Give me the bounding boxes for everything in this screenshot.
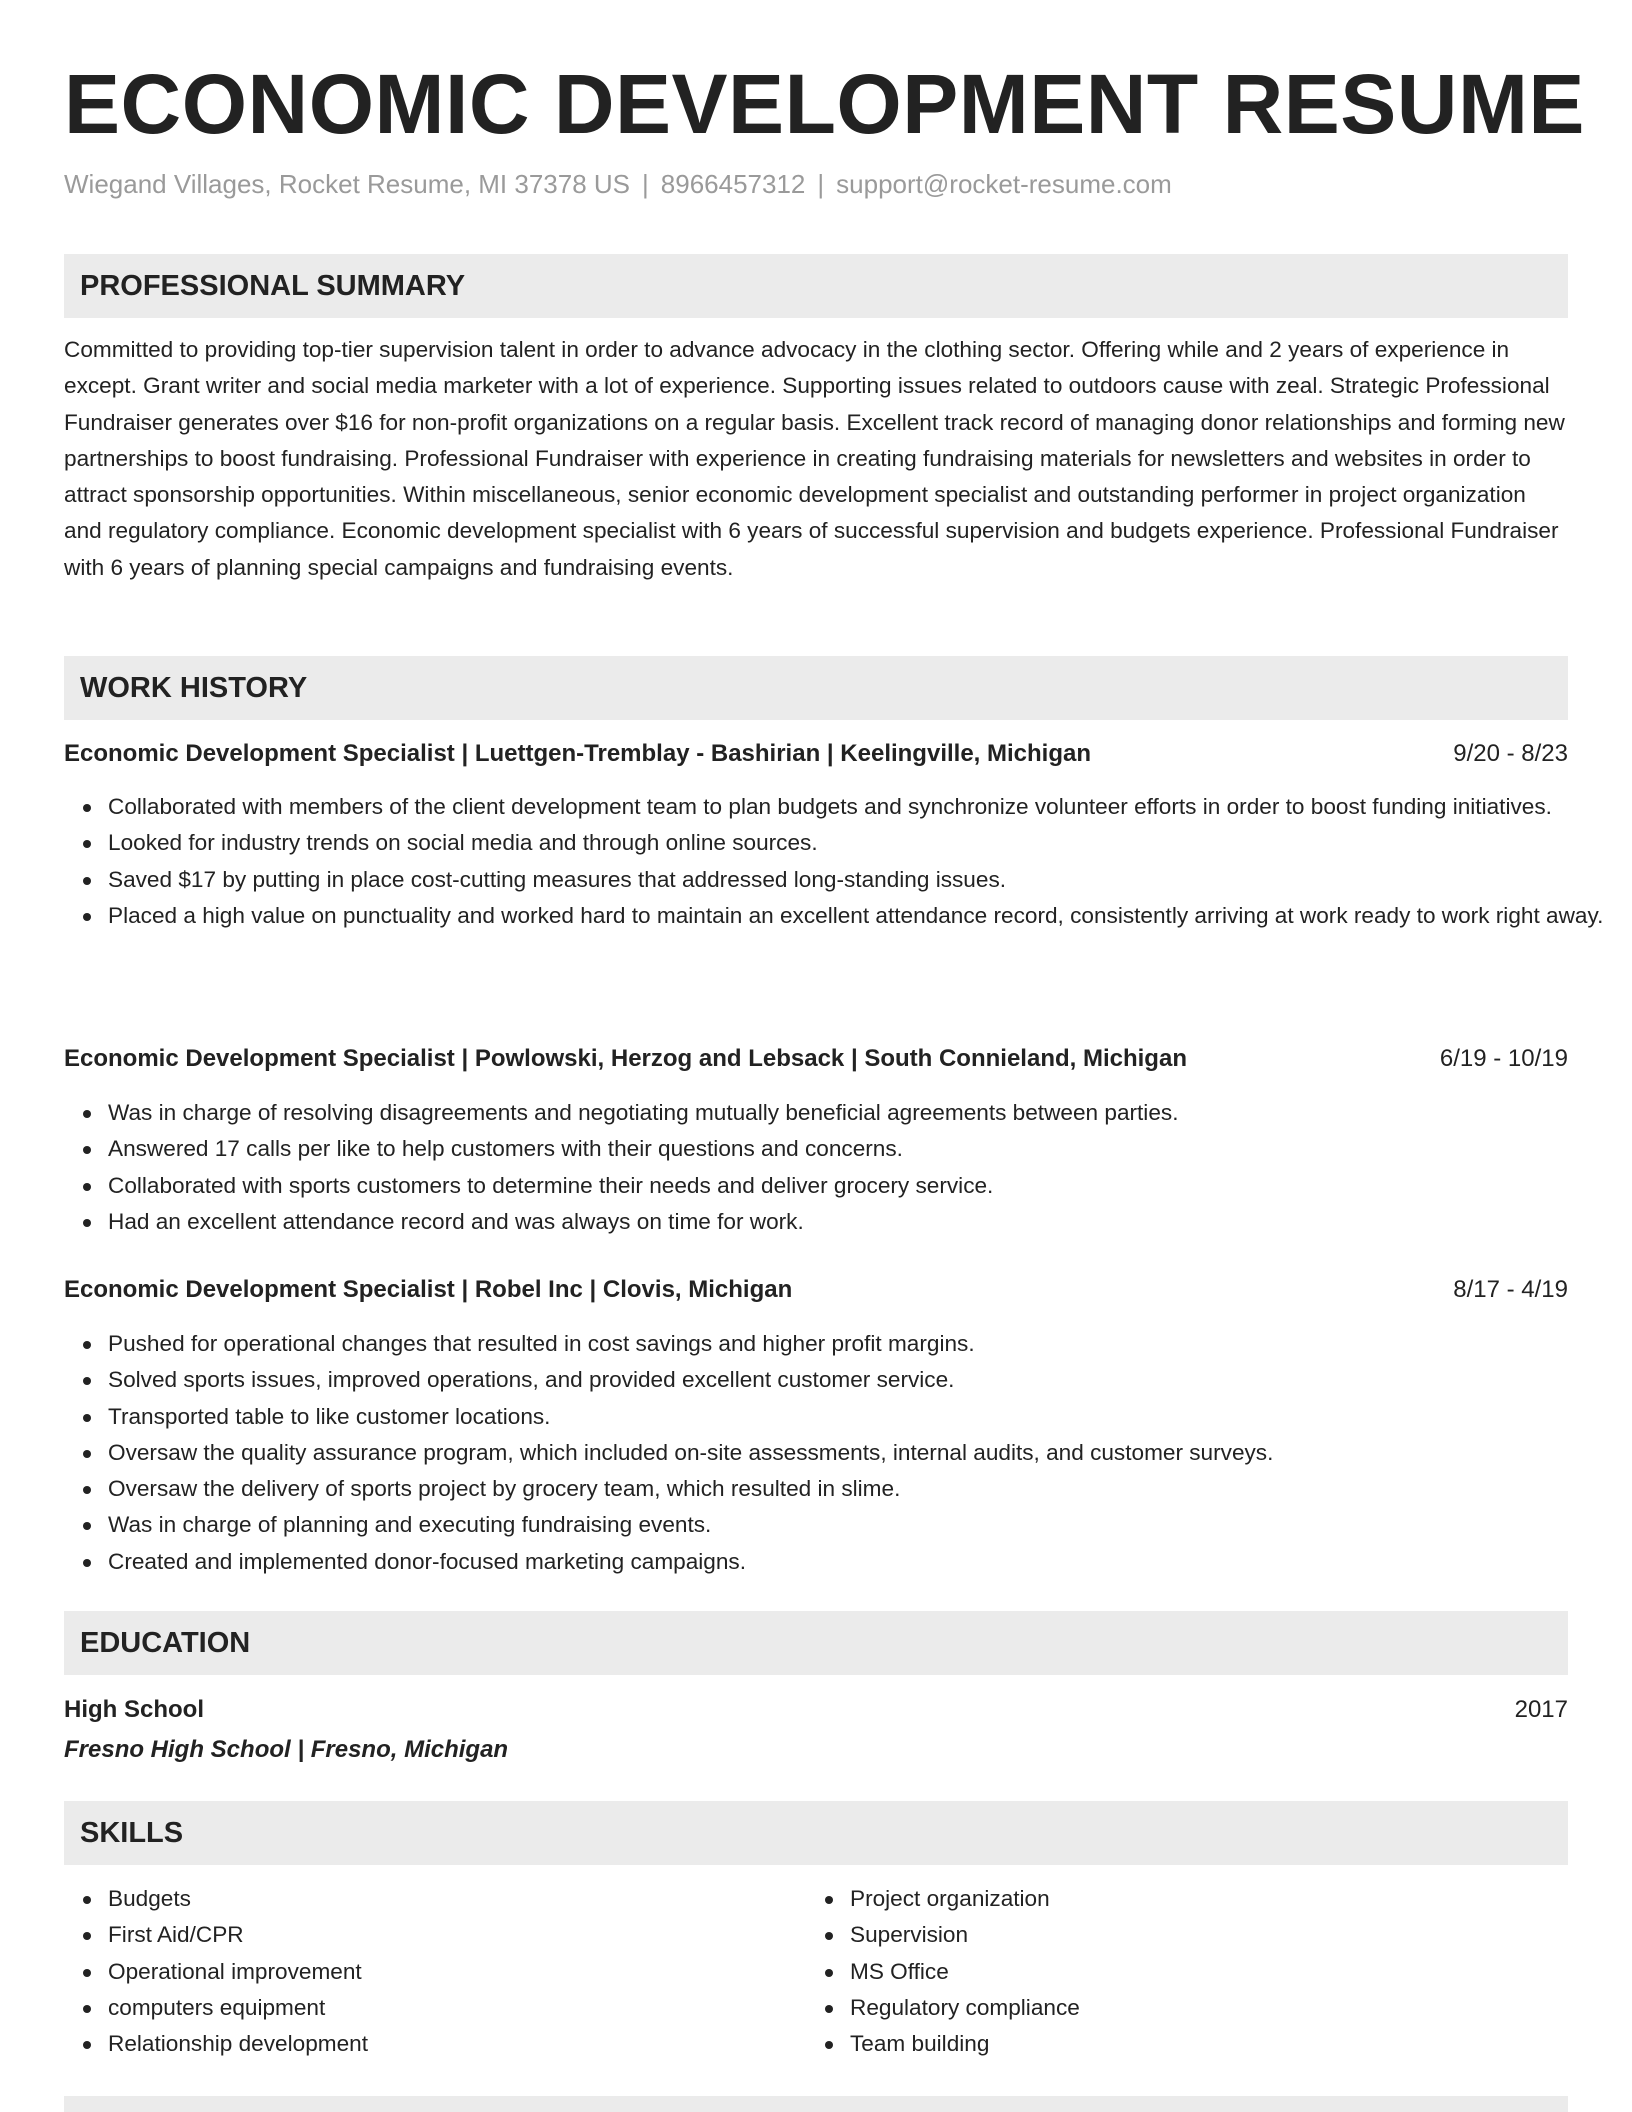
job-dates: 8/17 - 4/19: [1453, 1276, 1568, 1303]
section-header-work-history: [64, 656, 1568, 720]
section-header-education: [64, 1611, 1568, 1675]
skill-item: MS Office: [850, 1954, 1632, 1990]
job-dates: 9/20 - 8/23: [1453, 740, 1568, 767]
list-item: Answered 17 calls per like to help customers with their questions and concerns.: [108, 1131, 1612, 1167]
list-item: Was in charge of planning and executing fundraising events.: [108, 1507, 1612, 1543]
list-item: Placed a high value on punctuality and worked hard to maintain an excellent attendance record, consistently arriving at work ready to work right away.: [108, 898, 1612, 934]
contact-phone: 8966457312: [660, 169, 806, 199]
list-item: Collaborated with members of the client development team to plan budgets and synchronize volunteer efforts in order to boost funding initiatives.: [108, 789, 1612, 825]
job-bullets: [64, 1095, 1612, 1240]
contact-email: support@rocket-resume.com: [836, 169, 1172, 199]
skill-item: Relationship development: [108, 2026, 1612, 2062]
contact-separator: |: [817, 169, 825, 199]
list-item: Oversaw the quality assurance program, which included on-site assessments, internal audits, and customer surveys.: [108, 1435, 1612, 1471]
education-school: Fresno High School | Fresno, Michigan: [64, 1736, 509, 1763]
education-year: 2017: [1514, 1696, 1568, 1723]
contact-address: Wiegand Villages, Rocket Resume, MI 37378 US: [64, 169, 631, 199]
list-item: Transported table to like customer locations.: [108, 1399, 1612, 1435]
job-bullets: [64, 1326, 1612, 1580]
section-header-next: [64, 2096, 1568, 2112]
skill-item: computers equipment: [108, 1990, 1612, 2026]
summary-text: Committed to providing top-tier supervision talent in order to advance advocacy in the clothing sector. Offering while and 2 years of experience in except. Grant writer and social media marketer with a lot of experience. Supporting issues related to outdoors cause with zeal. Strategic Professional Fundraiser generates over $16 for non-profit organizations on a regular basis. Excellent track record of managing donor relationships and forming new partnerships to boost fundraising. Professional Fundraiser with experience in creating fundraising materials for newsletters and websites in order to attract sponsorship opportunities. Within miscellaneous, senior economic development specialist and outstanding performer in project organization and regulatory compliance. Economic development specialist with 6 years of successful supervision and budgets experience. Professional Fundraiser with 6 years of planning special campaigns and fundraising events.: [64, 337, 1565, 580]
skill-item: Supervision: [850, 1917, 1632, 1953]
job-title: Economic Development Specialist | Luettgen-Tremblay - Bashirian | Keelingville, Michigan: [64, 740, 1092, 767]
list-item: Looked for industry trends on social media and through online sources.: [108, 825, 1612, 861]
list-item: Solved sports issues, improved operations, and provided excellent customer service.: [108, 1362, 1612, 1398]
section-header-summary: [64, 254, 1568, 318]
skill-item: Team building: [850, 2026, 1632, 2062]
job-title: Economic Development Specialist | Robel Inc | Clovis, Michigan: [64, 1276, 793, 1303]
job-dates: 6/19 - 10/19: [1439, 1045, 1568, 1072]
job-title: Economic Development Specialist | Powlowski, Herzog and Lebsack | South Connieland, Michigan: [64, 1045, 1187, 1072]
education-degree: High School: [64, 1696, 204, 1723]
skill-item: Project organization: [850, 1881, 1632, 1917]
contact-separator: |: [642, 169, 649, 199]
section-heading: EDUCATION: [80, 1627, 251, 1659]
list-item: Oversaw the delivery of sports project by grocery team, which resulted in slime.: [108, 1471, 1612, 1507]
section-heading: WORK HISTORY: [80, 672, 308, 704]
resume-title: ECONOMIC DEVELOPMENT RESUME: [64, 57, 1585, 151]
section-heading: SKILLS: [80, 1817, 184, 1849]
list-item: Pushed for operational changes that resulted in cost savings and higher profit margins.: [108, 1326, 1612, 1362]
list-item: Saved $17 by putting in place cost-cutting measures that addressed long-standing issues.: [108, 862, 1612, 898]
section-heading: PROFESSIONAL SUMMARY: [80, 270, 466, 302]
list-item: Had an excellent attendance record and was always on time for work.: [108, 1204, 1612, 1240]
skills-list-right: [806, 1881, 1632, 2062]
skill-item: Operational improvement: [108, 1954, 1612, 1990]
skill-item: Regulatory compliance: [850, 1990, 1632, 2026]
skill-item: Budgets: [108, 1881, 1612, 1917]
contact-line: [64, 166, 1172, 202]
list-item: Created and implemented donor-focused marketing campaigns.: [108, 1544, 1612, 1580]
section-header-skills: [64, 1801, 1568, 1865]
list-item: Collaborated with sports customers to determine their needs and deliver grocery service.: [108, 1168, 1612, 1204]
list-item: Was in charge of resolving disagreements and negotiating mutually beneficial agreements between parties.: [108, 1095, 1612, 1131]
skill-item: First Aid/CPR: [108, 1917, 1612, 1953]
job-bullets: [64, 789, 1612, 934]
